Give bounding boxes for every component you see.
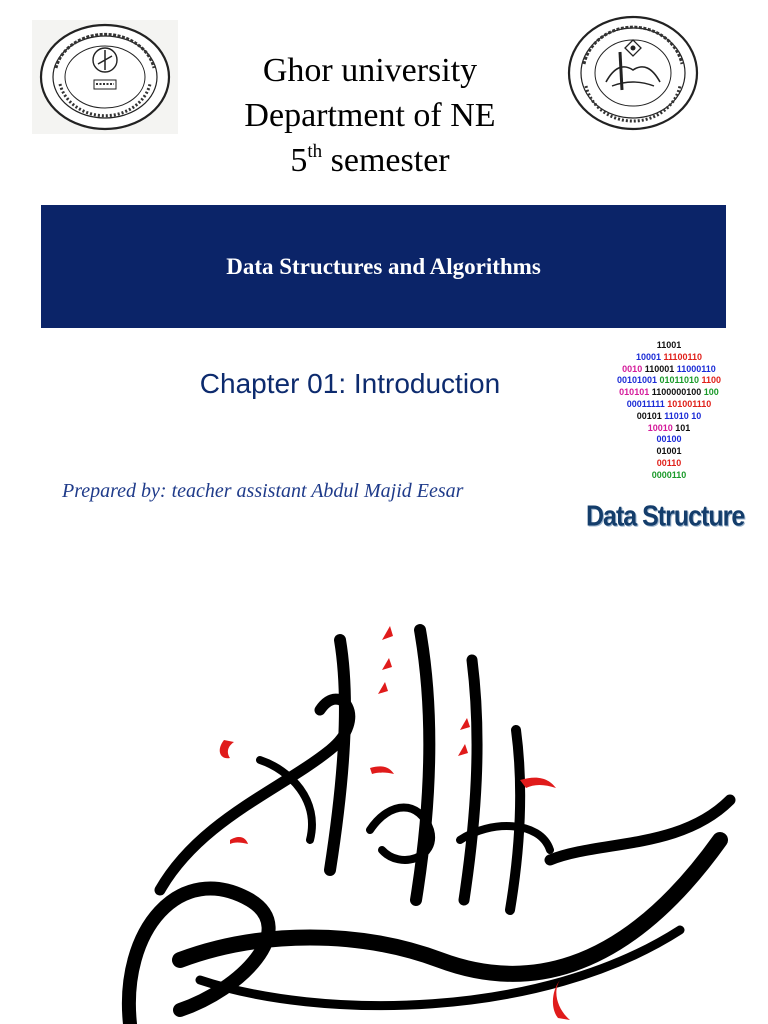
binary-digits: 110001 (644, 363, 677, 374)
semester-number: 5 (290, 142, 308, 179)
chapter-title: Chapter 01: Introduction (199, 368, 501, 399)
binary-digits: 01001 (656, 446, 682, 457)
institute-seal-logo (562, 12, 704, 134)
semester-word: semester (322, 142, 450, 179)
binary-digits: 100 (703, 387, 719, 398)
binary-digits: 01011010 (659, 375, 702, 386)
bismillah-calligraphy (120, 600, 768, 1024)
binary-art-line (594, 340, 744, 352)
binary-digits: 00101 (636, 410, 665, 421)
university-header (180, 48, 560, 183)
binary-digits: 0010 (622, 363, 645, 374)
binary-digits: 010101 (619, 387, 652, 398)
binary-art-line (594, 352, 744, 364)
binary-digits: 00011111 (626, 398, 668, 409)
semester-ordinal: th (307, 141, 323, 162)
binary-art-line (594, 364, 744, 376)
binary-digits: 1100 (701, 375, 722, 386)
semester-line (180, 138, 560, 183)
binary-digits: 00101001 (616, 375, 660, 386)
faculty-seal-icon (32, 20, 178, 134)
binary-tree-graphic (594, 340, 744, 482)
binary-digits: 101 (675, 422, 691, 433)
binary-art-line (594, 375, 744, 387)
department-name: Department of NE (244, 97, 496, 134)
course-title-banner (41, 205, 726, 328)
binary-digits: 11001 (656, 340, 682, 350)
binary-art-line (594, 470, 744, 482)
binary-art-line (594, 387, 744, 399)
bismillah-calligraphy-icon (120, 600, 768, 1024)
binary-digits: 00110 (656, 457, 682, 468)
binary-art-line (594, 434, 744, 446)
data-structure-label: Data Structure (586, 500, 745, 533)
binary-art-line (594, 411, 744, 423)
institute-seal-icon (562, 12, 704, 134)
binary-digits: 11000110 (676, 363, 716, 374)
binary-art-line (594, 446, 744, 458)
binary-art-line (594, 423, 744, 435)
binary-art-line (594, 399, 744, 411)
binary-digits: 11100110 (663, 351, 703, 362)
author-credit: Prepared by: teacher assistant Abdul Majid Eesar (62, 480, 464, 502)
course-title: Data Structures and Algorithms (226, 253, 541, 279)
binary-art-line (594, 458, 744, 470)
binary-digits: 1100000100 (651, 387, 704, 398)
faculty-seal-logo (32, 20, 178, 134)
binary-digits: 10001 (635, 351, 664, 362)
binary-digits: 0000110 (651, 469, 687, 480)
binary-digits: 10010 (647, 422, 676, 433)
university-name: Ghor university (262, 52, 478, 89)
binary-digits: 00100 (656, 434, 682, 445)
binary-digits: 101001110 (667, 398, 712, 409)
binary-digits: 11010 10 (664, 410, 702, 421)
